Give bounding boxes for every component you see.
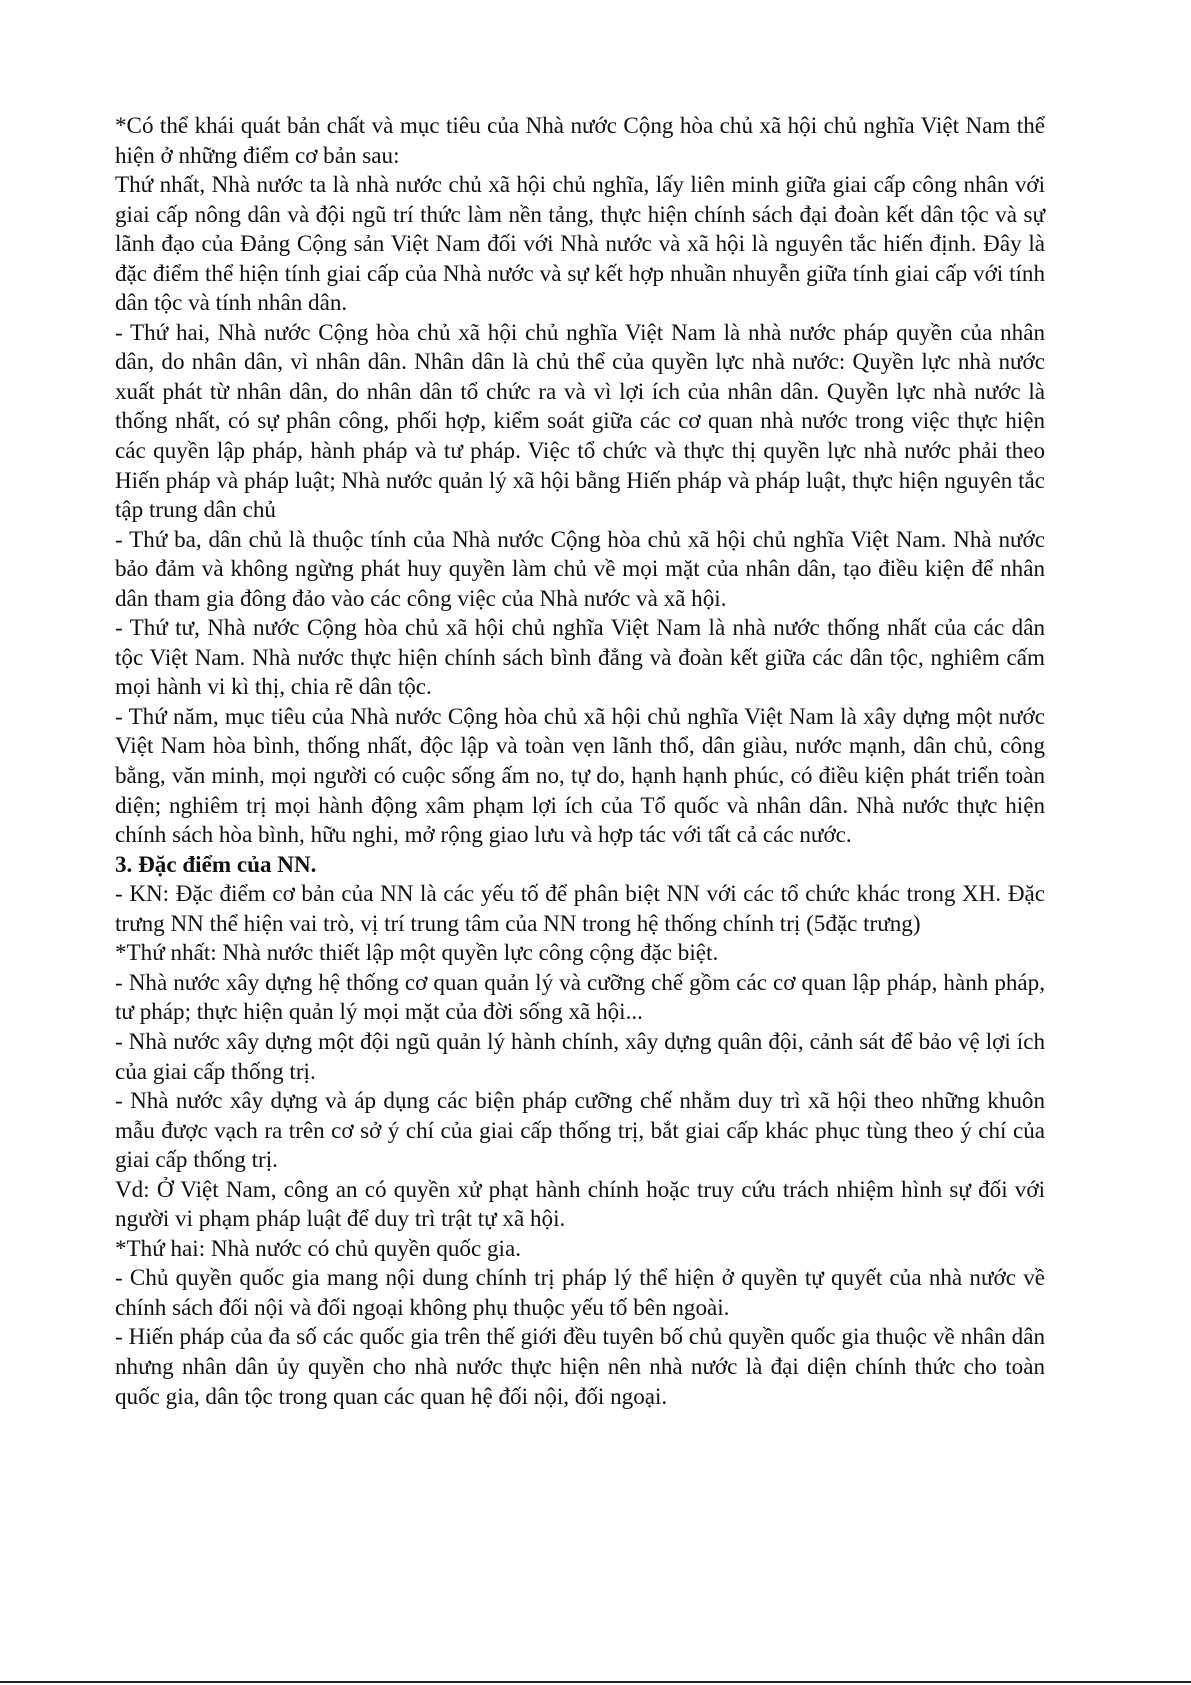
paragraph-feature-2-point-b: - Hiến pháp của đa số các quốc gia trên thế giới đều tuyên bố chủ quyền quốc gia thuộc về nhân dân nhưng nhân dân ủy quyền cho nhà nước thực hiện nên nhà nước là đại diện chính thức cho toàn quốc gia, dân tộc trong quan các quan hệ đối nội, đối ngoại. [115,1323,1045,1409]
section-heading: 3. Đặc điểm của NN. [115,850,317,877]
paragraph-feature-1-point-c: - Nhà nước xây dựng và áp dụng các biện pháp cưỡng chế nhằm duy trì xã hội theo những khuôn mẫu được vạch ra trên cơ sở ý chí của giai cấp thống trị, bắt giai cấp khác phục tùng theo ý chí của giai cấp thống trị. [115,1087,1045,1173]
paragraph-example: Vd: Ở Việt Nam, công an có quyền xử phạt hành chính hoặc truy cứu trách nhiệm hình sự đối với người vi phạm pháp luật để duy trì trật tự xã hội. [115,1175,1045,1232]
paragraph-definition: - KN: Đặc điểm cơ bản của NN là các yếu tố để phân biệt NN với các tổ chức khác trong XH. Đặc trưng NN thể hiện vai trò, vị trí trung tâm của NN trong hệ thống chính trị (5đặc trưng) [115,880,1045,936]
paragraph-thu-tu: - Thứ tư, Nhà nước Cộng hòa chủ xã hội chủ nghĩa Việt Nam là nhà nước thống nhất của các dân tộc Việt Nam. Nhà nước thực hiện chính sách bình đẳng và đoàn kết giữa các dân tộc, nghiêm cấm mọi hành vi kì thị, chia rẽ dân tộc. [115,614,1045,700]
paragraph-feature-1: *Thứ nhất: Nhà nước thiết lập một quyền lực công cộng đặc biệt. [115,939,719,966]
paragraph-thu-nhat: Thứ nhất, Nhà nước ta là nhà nước chủ xã hội chủ nghĩa, lấy liên minh giữa giai cấp công nhân với giai cấp nông dân và đội ngũ trí thức làm nền tảng, thực hiện chính sách đại đoàn kết dân tộc và sự lãnh đạo của Đảng Cộng sản Việt Nam đối với Nhà nước và xã hội là nguyên tắc hiến định. Đây là đặc điểm thể hiện tính giai cấp của Nhà nước và sự kết hợp nhuần nhuyễn giữa tính giai cấp với tính dân tộc và tính nhân dân. [115,171,1045,316]
paragraph-intro: *Có thể khái quát bản chất và mục tiêu của Nhà nước Cộng hòa chủ xã hội chủ nghĩa Việt Nam thể hiện ở những điểm cơ bản sau: [115,112,1045,168]
document-body [115,111,1045,1411]
paragraph-feature-2: *Thứ hai: Nhà nước có chủ quyền quốc gia. [115,1234,521,1261]
paragraph-feature-1-point-b: - Nhà nước xây dựng một đội ngũ quản lý hành chính, xây dựng quân đội, cảnh sát để bảo vệ lợi ích của giai cấp thống trị. [115,1027,1045,1084]
paragraph-thu-hai: - Thứ hai, Nhà nước Cộng hòa chủ xã hội chủ nghĩa Việt Nam là nhà nước pháp quyền của nhân dân, do nhân dân, vì nhân dân. Nhân dân là chủ thể của quyền lực nhà nước: Quyền lực nhà nước xuất phát từ nhân dân, do nhân dân tổ chức ra và vì lợi ích của nhân dân. Quyền lực nhà nước là thống nhất, có sự phân công, phối hợp, kiểm soát giữa các cơ quan nhà nước trong việc thực hiện các quyền lập pháp, hành pháp và tư pháp. Việc tổ chức và thực thị quyền lực nhà nước phải theo Hiến pháp và pháp luật; Nhà nước quản lý xã hội bằng Hiến pháp và pháp luật, thực hiện nguyên tắc tập trung dân chủ [115,318,1045,523]
paragraph-thu-ba: - Thứ ba, dân chủ là thuộc tính của Nhà nước Cộng hòa chủ xã hội chủ nghĩa Việt Nam. Nhà nước bảo đảm và không ngừng phát huy quyền làm chủ về mọi mặt của nhân dân, tạo điều kiện để nhân dân tham gia đông đảo vào các công việc của Nhà nước và xã hội. [115,525,1045,611]
paragraph-thu-nam: - Thứ năm, mục tiêu của Nhà nước Cộng hòa chủ xã hội chủ nghĩa Việt Nam là xây dựng một nước Việt Nam hòa bình, thống nhất, độc lập và toàn vẹn lãnh thổ, dân giàu, nước mạnh, dân chủ, công bằng, văn minh, mọi người có cuộc sống ấm no, tự do, hạnh hạnh phúc, có điều kiện phát triển toàn diện; nghiêm trị mọi hành động xâm phạm lợi ích của Tổ quốc và nhân dân. Nhà nước thực hiện chính sách hòa bình, hữu nghi, mở rộng giao lưu và hợp tác với tất cả các nước. [115,702,1045,848]
paragraph-feature-2-point-a: - Chủ quyền quốc gia mang nội dung chính trị pháp lý thể hiện ở quyền tự quyết của nhà nước về chính sách đối nội và đối ngoại không phụ thuộc yếu tố bên ngoài. [115,1264,1045,1320]
page-bottom-rule [0,1681,1191,1683]
paragraph-feature-1-point-a: - Nhà nước xây dựng hệ thống cơ quan quản lý và cưỡng chế gồm các cơ quan lập pháp, hành pháp, tư pháp; thực hiện quản lý mọi mặt của đời sống xã hội... [115,968,1045,1025]
